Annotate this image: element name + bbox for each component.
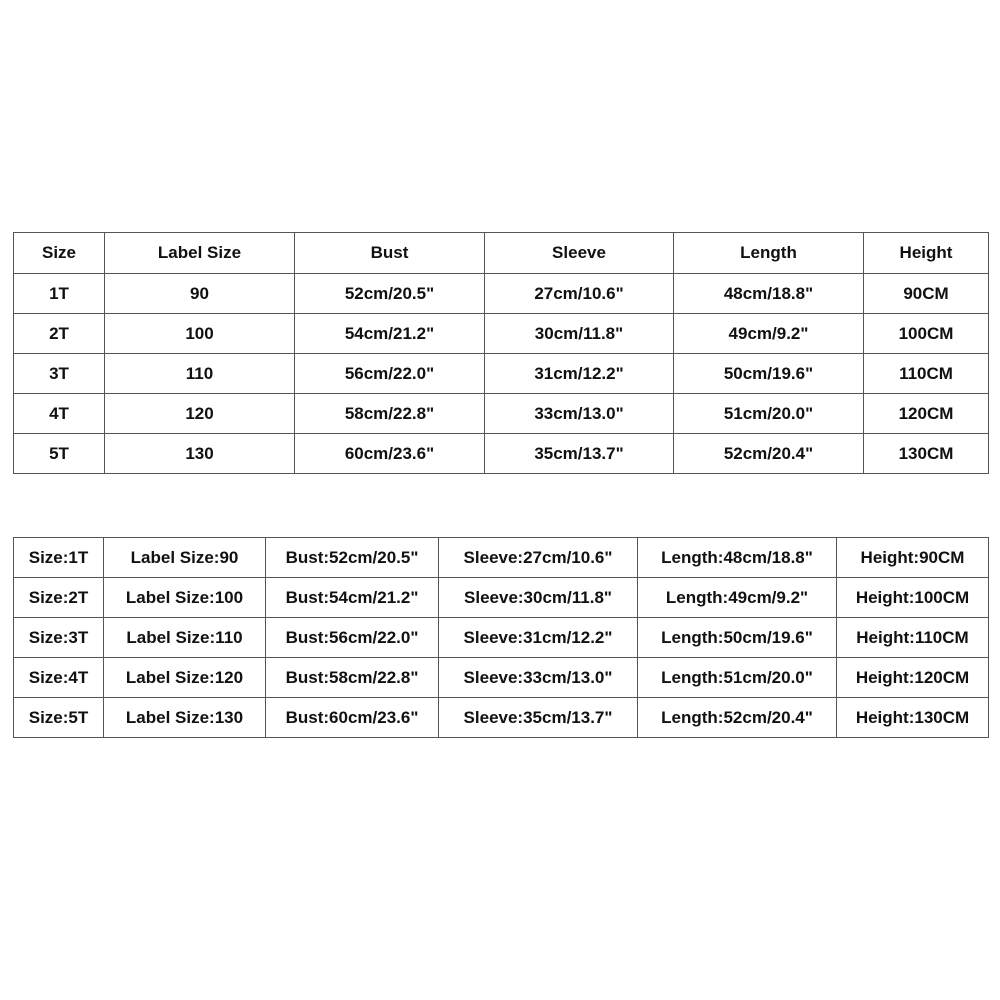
table-row <box>14 354 989 394</box>
cell-height: 100CM <box>864 314 989 354</box>
cell-length: Length:48cm/18.8" <box>638 538 837 578</box>
cell-bust: Bust:60cm/23.6" <box>266 698 439 738</box>
cell-height: Height:100CM <box>837 578 989 618</box>
cell-sleeve: Sleeve:27cm/10.6" <box>439 538 638 578</box>
cell-length: 52cm/20.4" <box>674 434 864 474</box>
size-chart-table <box>13 232 989 474</box>
cell-sleeve: Sleeve:33cm/13.0" <box>439 658 638 698</box>
cell-label-size: 120 <box>105 394 295 434</box>
cell-sleeve: 27cm/10.6" <box>485 274 674 314</box>
header-size: Size <box>14 233 105 274</box>
cell-size: 5T <box>14 434 105 474</box>
cell-label-size: 90 <box>105 274 295 314</box>
cell-length: Length:50cm/19.6" <box>638 618 837 658</box>
cell-size: 4T <box>14 394 105 434</box>
table-header-row <box>14 233 989 274</box>
cell-bust: 54cm/21.2" <box>295 314 485 354</box>
header-length: Length <box>674 233 864 274</box>
cell-label-size: Label Size:90 <box>104 538 266 578</box>
cell-height: Height:120CM <box>837 658 989 698</box>
cell-sleeve: 31cm/12.2" <box>485 354 674 394</box>
table-row <box>14 618 989 658</box>
cell-sleeve: 30cm/11.8" <box>485 314 674 354</box>
table-row <box>14 394 989 434</box>
cell-size: Size:5T <box>14 698 104 738</box>
cell-bust: Bust:56cm/22.0" <box>266 618 439 658</box>
cell-sleeve: Sleeve:35cm/13.7" <box>439 698 638 738</box>
cell-label-size: Label Size:110 <box>104 618 266 658</box>
cell-length: Length:51cm/20.0" <box>638 658 837 698</box>
cell-sleeve: 35cm/13.7" <box>485 434 674 474</box>
cell-label-size: 100 <box>105 314 295 354</box>
table-row <box>14 578 989 618</box>
cell-size: Size:2T <box>14 578 104 618</box>
cell-label-size: Label Size:100 <box>104 578 266 618</box>
cell-bust: Bust:54cm/21.2" <box>266 578 439 618</box>
cell-length: Length:49cm/9.2" <box>638 578 837 618</box>
cell-size: 1T <box>14 274 105 314</box>
cell-length: 48cm/18.8" <box>674 274 864 314</box>
cell-height: 110CM <box>864 354 989 394</box>
cell-label-size: 130 <box>105 434 295 474</box>
cell-size: Size:1T <box>14 538 104 578</box>
cell-bust: 58cm/22.8" <box>295 394 485 434</box>
cell-size: 3T <box>14 354 105 394</box>
table-row <box>14 314 989 354</box>
cell-bust: 60cm/23.6" <box>295 434 485 474</box>
table-row <box>14 658 989 698</box>
cell-length: 49cm/9.2" <box>674 314 864 354</box>
cell-height: Height:90CM <box>837 538 989 578</box>
cell-sleeve: Sleeve:30cm/11.8" <box>439 578 638 618</box>
cell-bust: 52cm/20.5" <box>295 274 485 314</box>
cell-size: Size:3T <box>14 618 104 658</box>
cell-label-size: Label Size:130 <box>104 698 266 738</box>
cell-size: 2T <box>14 314 105 354</box>
cell-label-size: Label Size:120 <box>104 658 266 698</box>
cell-bust: Bust:52cm/20.5" <box>266 538 439 578</box>
cell-size: Size:4T <box>14 658 104 698</box>
table-row <box>14 274 989 314</box>
size-chart-labeled-table <box>13 537 989 738</box>
cell-length: 50cm/19.6" <box>674 354 864 394</box>
table-row <box>14 434 989 474</box>
header-bust: Bust <box>295 233 485 274</box>
cell-length: 51cm/20.0" <box>674 394 864 434</box>
cell-height: 120CM <box>864 394 989 434</box>
cell-sleeve: 33cm/13.0" <box>485 394 674 434</box>
cell-height: Height:110CM <box>837 618 989 658</box>
cell-height: Height:130CM <box>837 698 989 738</box>
cell-label-size: 110 <box>105 354 295 394</box>
cell-sleeve: Sleeve:31cm/12.2" <box>439 618 638 658</box>
cell-height: 130CM <box>864 434 989 474</box>
cell-bust: 56cm/22.0" <box>295 354 485 394</box>
cell-height: 90CM <box>864 274 989 314</box>
table-row <box>14 698 989 738</box>
table-row <box>14 538 989 578</box>
cell-length: Length:52cm/20.4" <box>638 698 837 738</box>
cell-bust: Bust:58cm/22.8" <box>266 658 439 698</box>
header-sleeve: Sleeve <box>485 233 674 274</box>
header-height: Height <box>864 233 989 274</box>
header-label-size: Label Size <box>105 233 295 274</box>
